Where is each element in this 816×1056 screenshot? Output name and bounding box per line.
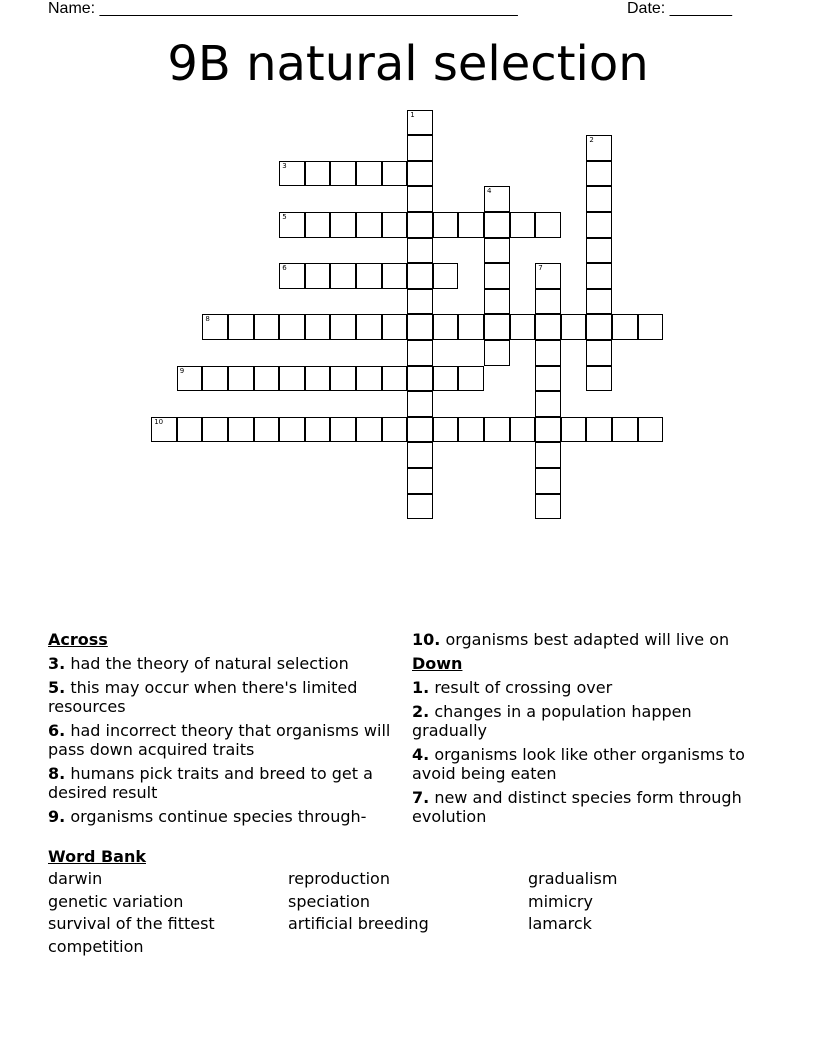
crossword-cell[interactable] [433,366,459,392]
word-bank-item: lamarck [528,914,592,934]
crossword-cell[interactable] [484,340,510,366]
crossword-cell[interactable] [484,212,510,238]
clue-number: 8. [48,764,66,783]
across-clue [48,678,393,716]
crossword-cell[interactable] [177,366,203,392]
crossword-cell[interactable] [510,314,536,340]
crossword-cell[interactable] [407,340,433,366]
down-clue [412,788,762,826]
date-field-line: Date: _______ [627,0,732,17]
crossword-cell[interactable] [612,417,638,443]
word-bank-item: mimicry [528,891,593,911]
word-bank-item: speciation [288,891,371,911]
crossword-cell[interactable] [638,314,664,340]
crossword-cell[interactable] [305,314,331,340]
crossword-cell[interactable] [586,417,612,443]
clue-number: 9. [48,807,66,826]
crossword-cell[interactable] [356,314,382,340]
crossword-cell[interactable] [586,135,612,161]
crossword-cell[interactable] [202,314,228,340]
crossword-cell[interactable] [407,366,433,392]
crossword-cell[interactable] [279,212,305,238]
crossword-cell[interactable] [484,417,510,443]
crossword-cell[interactable] [433,212,459,238]
crossword-cell[interactable] [535,391,561,417]
crossword-cell[interactable] [407,212,433,238]
clue-number: 2. [412,702,430,721]
word-bank-item: gradualism [528,869,618,888]
crossword-cell[interactable] [458,417,484,443]
crossword-cell[interactable] [407,289,433,315]
crossword-cell[interactable] [561,417,587,443]
crossword-cell[interactable] [586,186,612,212]
clue-text: changes in a population happen gradually [412,702,692,740]
crossword-cell[interactable] [407,135,433,161]
clue-text: this may occur when there's limited resources [48,678,358,716]
crossword-cell[interactable] [407,186,433,212]
crossword-cell[interactable] [535,417,561,443]
crossword-cell[interactable] [407,238,433,264]
crossword-cell[interactable] [407,442,433,468]
down-heading: Down [412,654,463,673]
word-bank-item: genetic variation [48,891,184,911]
crossword-cell[interactable] [407,314,433,340]
down-clue [412,678,762,697]
crossword-cell[interactable] [407,263,433,289]
down-clue [412,702,762,740]
word-bank-column [528,868,617,936]
cell-number: 6 [282,264,287,273]
crossword-cell[interactable] [484,186,510,212]
cell-number: 7 [538,264,543,273]
across-clue [48,764,393,802]
crossword-cell[interactable] [356,366,382,392]
name-field-line: Name: _______________________________________________ [48,0,518,17]
crossword-cell[interactable] [586,289,612,315]
word-bank-column [48,868,215,958]
crossword-cell[interactable] [484,238,510,264]
crossword-cell[interactable] [305,417,331,443]
crossword-cell[interactable] [407,417,433,443]
clues-column-right [412,630,762,831]
crossword-cell[interactable] [407,110,433,136]
word-bank-item: survival of the fittest [48,914,215,934]
clue-text: organisms look like other organisms to avoid being eaten [412,745,745,783]
across-clue [412,630,762,649]
crossword-cell[interactable] [202,417,228,443]
clue-number: 7. [412,788,430,807]
crossword-cell[interactable] [330,212,356,238]
crossword-cell[interactable] [535,366,561,392]
crossword-cell[interactable] [382,212,408,238]
crossword-cell[interactable] [330,366,356,392]
crossword-cell[interactable] [356,263,382,289]
crossword-cell[interactable] [535,442,561,468]
crossword-cell[interactable] [228,366,254,392]
crossword-cell[interactable] [484,289,510,315]
crossword-cell[interactable] [433,417,459,443]
crossword-cell[interactable] [458,212,484,238]
crossword-cell[interactable] [535,212,561,238]
crossword-cell[interactable] [382,263,408,289]
crossword-cell[interactable] [535,340,561,366]
clue-text: organisms best adapted will live on [445,630,730,649]
crossword-cell[interactable] [638,417,664,443]
crossword-cell[interactable] [305,366,331,392]
crossword-cell[interactable] [458,314,484,340]
word-bank-item: artificial breeding [288,914,429,934]
word-bank-heading: Word Bank [48,847,147,866]
word-bank-item: darwin [48,869,103,888]
crossword-cell[interactable] [586,263,612,289]
crossword-cell[interactable] [305,263,331,289]
crossword-cell[interactable] [254,417,280,443]
crossword-cell[interactable] [177,417,203,443]
crossword-cell[interactable] [330,161,356,187]
crossword-cell[interactable] [407,391,433,417]
crossword-cell[interactable] [356,417,382,443]
crossword-cell[interactable] [586,314,612,340]
across-clue [48,654,393,673]
crossword-cell[interactable] [382,366,408,392]
crossword-cell[interactable] [561,314,587,340]
clue-text: new and distinct species form through evolution [412,788,742,826]
crossword-cell[interactable] [510,417,536,443]
crossword-cell[interactable] [586,366,612,392]
clue-text: had the theory of natural selection [70,654,349,673]
crossword-cell[interactable] [279,314,305,340]
crossword-cell[interactable] [254,314,280,340]
crossword-cell[interactable] [586,212,612,238]
clue-number: 6. [48,721,66,740]
word-bank-item: competition [48,936,144,956]
cell-number: 3 [282,161,287,170]
crossword-cell[interactable] [510,212,536,238]
clue-text: had incorrect theory that organisms will pass down acquired traits [48,721,391,759]
crossword-cell[interactable] [484,314,510,340]
clue-text: result of crossing over [434,678,613,697]
crossword-cell[interactable] [382,417,408,443]
clue-number: 4. [412,745,430,764]
crossword-cell[interactable] [305,161,331,187]
crossword-cell[interactable] [330,314,356,340]
across-clue [48,807,393,826]
crossword-cell[interactable] [407,494,433,520]
cell-number: 8 [205,315,210,324]
crossword-cell[interactable] [433,263,459,289]
clues-column-left [48,630,393,831]
crossword-cell[interactable] [305,212,331,238]
crossword-cell[interactable] [279,161,305,187]
crossword-cell[interactable] [535,494,561,520]
clue-number: 5. [48,678,66,697]
crossword-cell[interactable] [382,314,408,340]
crossword-cell[interactable] [484,263,510,289]
cell-number: 5 [282,213,287,221]
word-bank [48,846,768,956]
clue-number: 10. [412,630,441,649]
page-title: 9B natural selection [167,36,649,92]
crossword-cell[interactable] [612,314,638,340]
crossword-cell[interactable] [202,366,228,392]
crossword-cell[interactable] [586,340,612,366]
crossword-cell[interactable] [535,263,561,289]
crossword-cell[interactable] [279,417,305,443]
crossword-cell[interactable] [586,238,612,264]
crossword-cell[interactable] [407,161,433,187]
crossword-cell[interactable] [254,366,280,392]
crossword-cell[interactable] [433,314,459,340]
clue-number: 3. [48,654,66,673]
crossword-cell[interactable] [279,366,305,392]
crossword-cell[interactable] [535,289,561,315]
crossword-cell[interactable] [535,314,561,340]
crossword-cell[interactable] [228,314,254,340]
word-bank-column [288,868,429,936]
crossword-cell[interactable] [330,263,356,289]
across-clue [48,721,393,759]
clue-text: organisms continue species through- [70,807,367,826]
crossword-cell[interactable] [228,417,254,443]
crossword-cell[interactable] [330,417,356,443]
cell-number: 1 [410,110,415,119]
crossword-cell[interactable] [586,161,612,187]
cell-number: 2 [589,136,594,145]
crossword-cell[interactable] [151,417,177,443]
down-clue [412,745,762,783]
word-bank-item: reproduction [288,869,390,888]
crossword-cell[interactable] [279,263,305,289]
across-heading: Across [48,630,108,649]
crossword-cell[interactable] [535,468,561,494]
crossword-cell[interactable] [356,212,382,238]
crossword-cell[interactable] [382,161,408,187]
crossword-cell[interactable] [356,161,382,187]
cell-number: 9 [179,366,185,375]
clue-text: humans pick traits and breed to get a desired result [48,764,373,802]
cell-number: 10 [154,417,164,426]
clue-number: 1. [412,678,430,697]
crossword-cell[interactable] [458,366,484,392]
crossword-cell[interactable] [407,468,433,494]
cell-number: 4 [487,187,492,196]
